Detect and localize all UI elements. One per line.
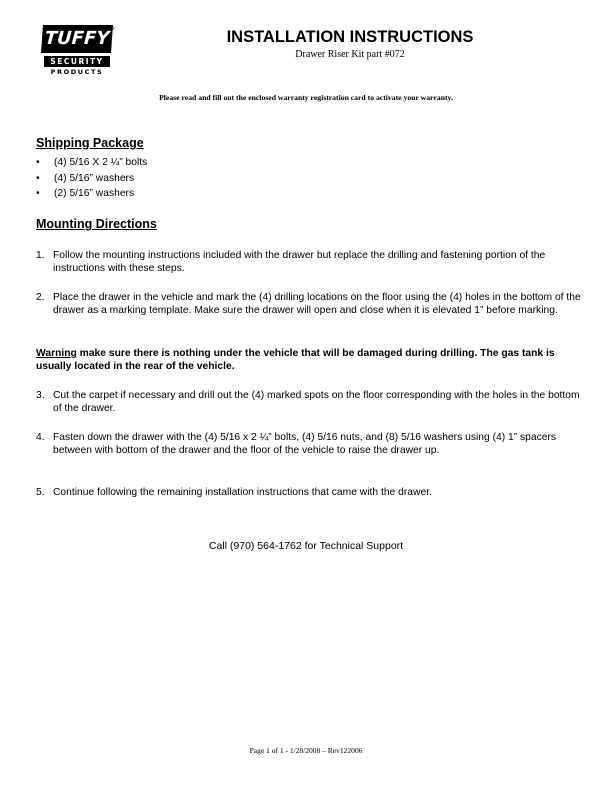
warning-text: make sure there is nothing under the vehicle that will be damaged during drilling. The gas tank is usually located in the rear of the vehicle.: [36, 348, 555, 372]
list-item: • (4) 5/16” washers: [36, 172, 135, 184]
registered-mark: ®: [111, 26, 115, 31]
step-number: 5.: [36, 487, 45, 498]
step-2: [36, 292, 581, 317]
warranty-notice: Please read and fill out the enclosed warranty registration card to activate your warranty.: [159, 93, 453, 102]
step-text: Cut the carpet if necessary and drill out the (4) marked spots on the floor corresponding with the holes in the bottom of the drawer.: [53, 390, 580, 414]
page-subtitle: Drawer Riser Kit part #072: [295, 49, 405, 60]
step-text: Continue following the remaining installation instructions that came with the drawer.: [53, 487, 432, 498]
shipping-list: [36, 155, 147, 202]
logo-security: SECURITY: [44, 56, 110, 67]
technical-support-line: Call (970) 564-1762 for Technical Support: [208, 540, 404, 552]
step-number: 4.: [36, 432, 45, 443]
list-item: • (4) 5/16 X 2 ¼” bolts: [36, 157, 148, 168]
step-1: [36, 250, 581, 275]
step-4: [36, 432, 581, 457]
step-number: 1.: [36, 250, 45, 261]
mounting-heading: Mounting Directions: [36, 217, 157, 231]
warning-label: Warning: [36, 348, 77, 359]
tuffy-logo: [42, 25, 112, 76]
list-item: • (2) 5/16” washers: [36, 188, 135, 199]
step-text: Place the drawer in the vehicle and mark the (4) drilling locations on the floor using the (4) holes in the bottom of the drawer as a marking template. Make sure the drawer will open and close when it is elevated 1” before marking.: [53, 292, 581, 316]
step-number: 3.: [36, 390, 45, 401]
logo-brand: TUFFY: [41, 25, 113, 53]
step-number: 2.: [36, 292, 45, 303]
bullet-icon: •: [36, 157, 40, 168]
warning-note: [36, 348, 581, 373]
page-title: INSTALLATION INSTRUCTIONS: [226, 28, 474, 46]
step-text: Fasten down the drawer with the (4) 5/16 x 2 ¼” bolts, (4) 5/16 nuts, and (8) 5/16 washers using (4) 1” spacers between with bottom of the drawer and the floor of the vehicle to raise the drawer up.: [53, 432, 557, 456]
step-3: [36, 390, 581, 415]
step-text: Follow the mounting instructions included with the drawer but replace the drilling and fastening portion of the instructions with these steps.: [53, 250, 546, 274]
logo-products: PRODUCTS: [50, 68, 104, 76]
shipping-heading: Shipping Package: [36, 136, 144, 150]
bullet-icon: •: [36, 172, 40, 184]
step-5: [36, 487, 581, 500]
page-footer: Page 1 of 1 - 1/28/2008 – Rev122006: [249, 746, 363, 755]
bullet-icon: •: [36, 188, 40, 199]
